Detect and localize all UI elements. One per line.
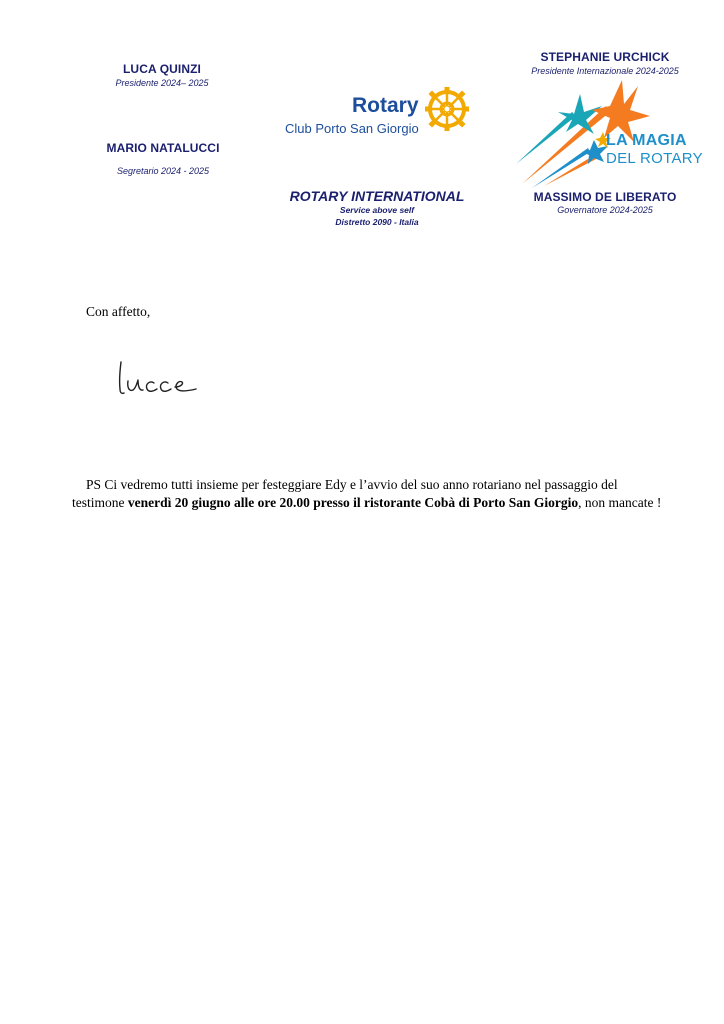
president-name: LUCA QUINZI (123, 62, 201, 76)
ps-event-details: venerdì 20 giugno alle ore 20.00 presso il ristorante Cobà di Porto San Giorgio (127, 495, 579, 510)
rotary-wordmark: Rotary (352, 94, 419, 117)
international-president-name: STEPHANIE URCHICK (540, 50, 670, 64)
governor-role: Governatore 2024-2025 (557, 205, 653, 215)
handwritten-signature (112, 356, 204, 400)
ps-text-outro: , non mancate ! (578, 495, 662, 510)
president-role: Presidente 2024– 2025 (115, 78, 209, 88)
international-president-role: Presidente Internazionale 2024-2025 (531, 66, 679, 76)
magia-line-1: LA MAGIA (606, 132, 687, 149)
secretary-name: MARIO NATALUCCI (106, 141, 220, 155)
club-name: Club Porto San Giorgio (285, 121, 419, 136)
magia-del-rotary-logo (510, 76, 710, 190)
rotary-motto: Service above self (339, 205, 415, 215)
ps-paragraph (72, 476, 662, 512)
rotary-international-title: ROTARY INTERNATIONAL (289, 188, 465, 204)
ps-text-intro: PS Ci vedremo tutti insieme per festeggiare Edy e l’avvio del suo anno rotariano nel passaggio del testimone (72, 477, 618, 510)
rotary-district: Distretto 2090 - Italia (335, 217, 419, 227)
rotary-club-logo (284, 86, 474, 136)
secretary-role: Segretario 2024 - 2025 (116, 166, 210, 176)
closing-greeting: Con affetto, (86, 304, 151, 319)
magia-line-2: DEL ROTARY (606, 150, 703, 167)
governor-name: MASSIMO DE LIBERATO (533, 190, 677, 204)
rotary-wheel-icon (424, 86, 470, 132)
